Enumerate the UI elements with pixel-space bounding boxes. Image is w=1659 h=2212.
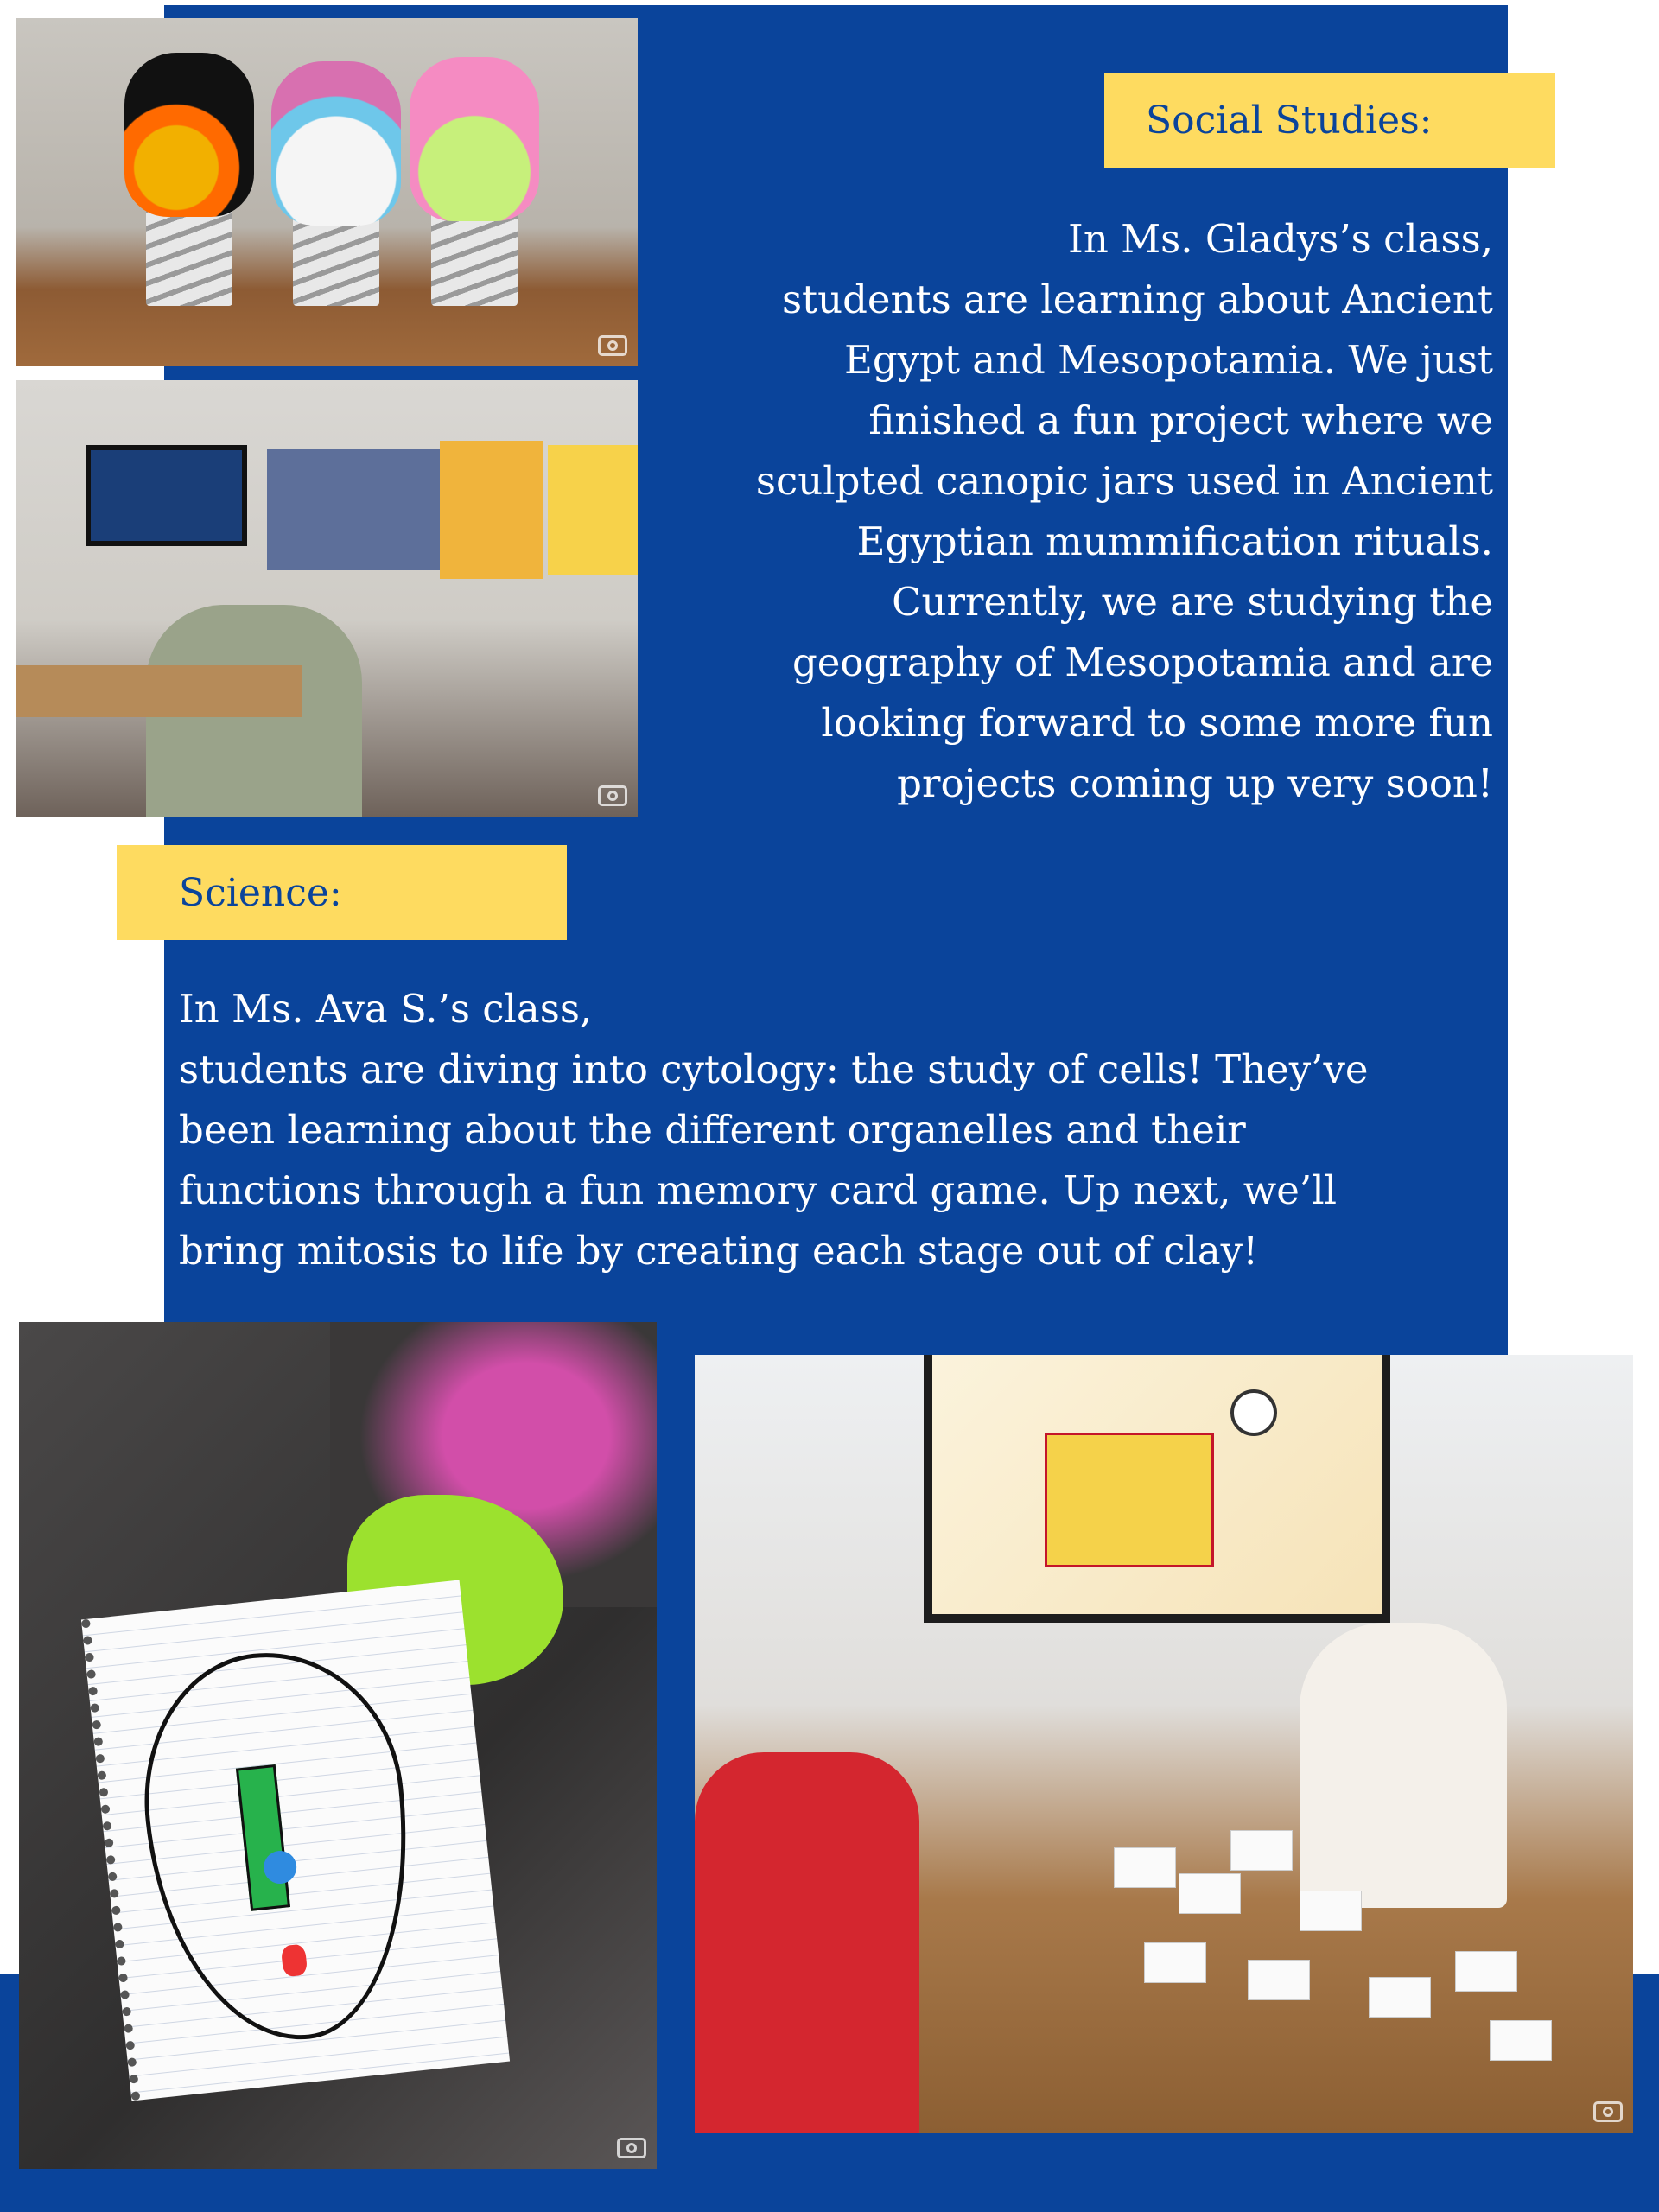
memory-card [1248, 1960, 1310, 2000]
memory-card [1455, 1951, 1517, 1992]
memory-card [1179, 1873, 1241, 1914]
jar-lid-black [124, 53, 254, 217]
notebook-page [81, 1580, 510, 2101]
poster-adjectives [548, 445, 638, 575]
cell-drawing-photo [19, 1322, 657, 2169]
poster-nouns [440, 441, 543, 579]
social-studies-label: Social Studies: [1104, 73, 1555, 168]
student-red-jacket [695, 1752, 919, 2133]
photo-icon [617, 2138, 646, 2158]
clock-graphic [1230, 1389, 1277, 1436]
social-studies-body: In Ms. Gladys’s class, students are learning about Ancient Egypt and Mesopotamia. We just finished a fun project where we sculpted canopic jars used in Ancient Egyptian mummification rituals. Currently, we are studying the geography of Mesopotamia and are looking forward to some more fun projects coming up very soon! [755, 216, 1493, 806]
photo-icon [1593, 2101, 1623, 2122]
memory-card [1230, 1830, 1293, 1871]
interactive-screen [924, 1355, 1390, 1623]
science-label: Science: [117, 845, 567, 940]
memory-card [1144, 1942, 1206, 1983]
memory-card-game-photo [695, 1355, 1633, 2133]
photo-icon [598, 335, 627, 356]
memory-card [1300, 1891, 1362, 1931]
memory-card [1369, 1977, 1431, 2018]
mitochondria [281, 1944, 308, 1978]
student-white-sweater [1300, 1623, 1507, 1908]
tv-screen [86, 445, 247, 546]
memory-card [1114, 1847, 1176, 1888]
science-body: In Ms. Ava S.’s class, students are diving into cytology: the study of cells! They’ve been learning about the different organelles and their functions through a fun memory card game. Up next, we’ll bring mitosis to life by creating each stage out of clay! [179, 986, 1369, 1274]
photo-icon [598, 785, 627, 806]
jar-lid-pink [410, 57, 539, 221]
desk [16, 665, 302, 717]
jar-lid-white [271, 61, 401, 226]
memory-card [1490, 2020, 1552, 2061]
classroom-photo [16, 380, 638, 817]
screen-slide [1045, 1433, 1214, 1567]
canopic-jars-photo [16, 18, 638, 366]
cabinet [267, 449, 440, 570]
